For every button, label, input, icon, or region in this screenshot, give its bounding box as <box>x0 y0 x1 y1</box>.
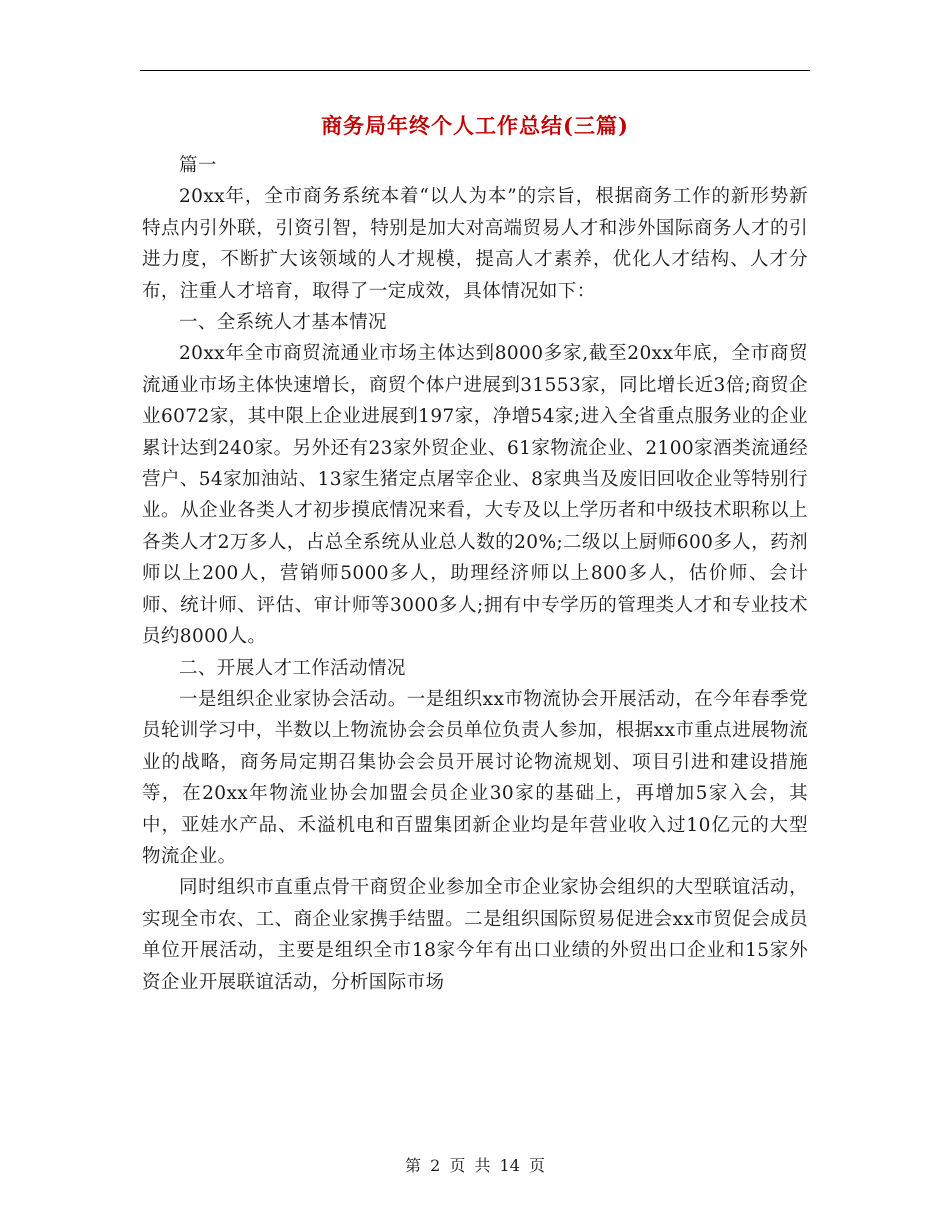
paragraph-association-activities: 一是组织企业家协会活动。一是组织xx市物流协会开展活动，在今年春季党员轮训学习中，半数以上物流协会会员单位负责人参加，根据xx市重点进展物流业的战略，商务局定期召集协会会员开展讨论物流规划、项目引进和建设措施等，在20xx年物流业协会加盟会员企业30家的基础上，再增加5家入会，其中，亚娃水产品、禾溢机电和百盟集团新企业均是年营业收入过10亿元的大型物流企业。 <box>142 688 808 867</box>
document-title: 商务局年终个人工作总结(三篇) <box>321 113 629 138</box>
document-body <box>142 150 808 998</box>
header-rule <box>140 70 810 71</box>
paragraph-trade-promotion: 同时组织市直重点骨干商贸企业参加全市企业家协会组织的大型联谊活动，实现全市农、工、商企业家携手结盟。二是组织国际贸易促进会xx市贸促会成员单位开展活动，主要是组织全市18家今年有出口业绩的外贸出口企业和15家外资企业开展联谊活动，分析国际市场 <box>142 877 808 993</box>
paragraph-talent-overview: 20xx年全市商贸流通业市场主体达到8000多家,截至20xx年底，全市商贸流通业市场主体快速增长，商贸个体户进展到31553家，同比增长近3倍;商贸企业6072家，其中限上企业进展到197家，净增54家;进入全省重点服务业的企业累计达到240家。另外还有23家外贸企业、61家物流企业、2100家酒类流通经营户、54家加油站、13家生猪定点屠宰企业、8家典当及废旧回收企业等特别行业。从企业各类人才初步摸底情况来看，大专及以上学历者和中级技术职称以上各类人才2万多人，占总全系统从业总人数的20%;二级以上厨师600多人，药剂师以上200人，营销师5000多人，助理经济师以上800多人，估价师、会计师、统计师、评估、审计师等3000多人;拥有中专学历的管理类人才和专业技术员约8000人。 <box>142 343 808 648</box>
paragraph-section-label: 篇一 <box>179 155 217 176</box>
heading-talent-overview: 一、全系统人才基本情况 <box>179 312 387 334</box>
page-number: 第 2 页 共 14 页 <box>405 1156 545 1175</box>
heading-talent-activities: 二、开展人才工作活动情况 <box>179 657 406 679</box>
paragraph-intro: 20xx年，全市商务系统本着“以人为本”的宗旨，根据商务工作的新形势新特点内引外联，引资引智，特别是加大对高端贸易人才和涉外国际商务人才的引进力度，不断扩大该领域的人才规模，提高人才素养，优化人才结构、人才分布，注重人才培育，取得了一定成效，具体情况如下： <box>142 186 808 302</box>
